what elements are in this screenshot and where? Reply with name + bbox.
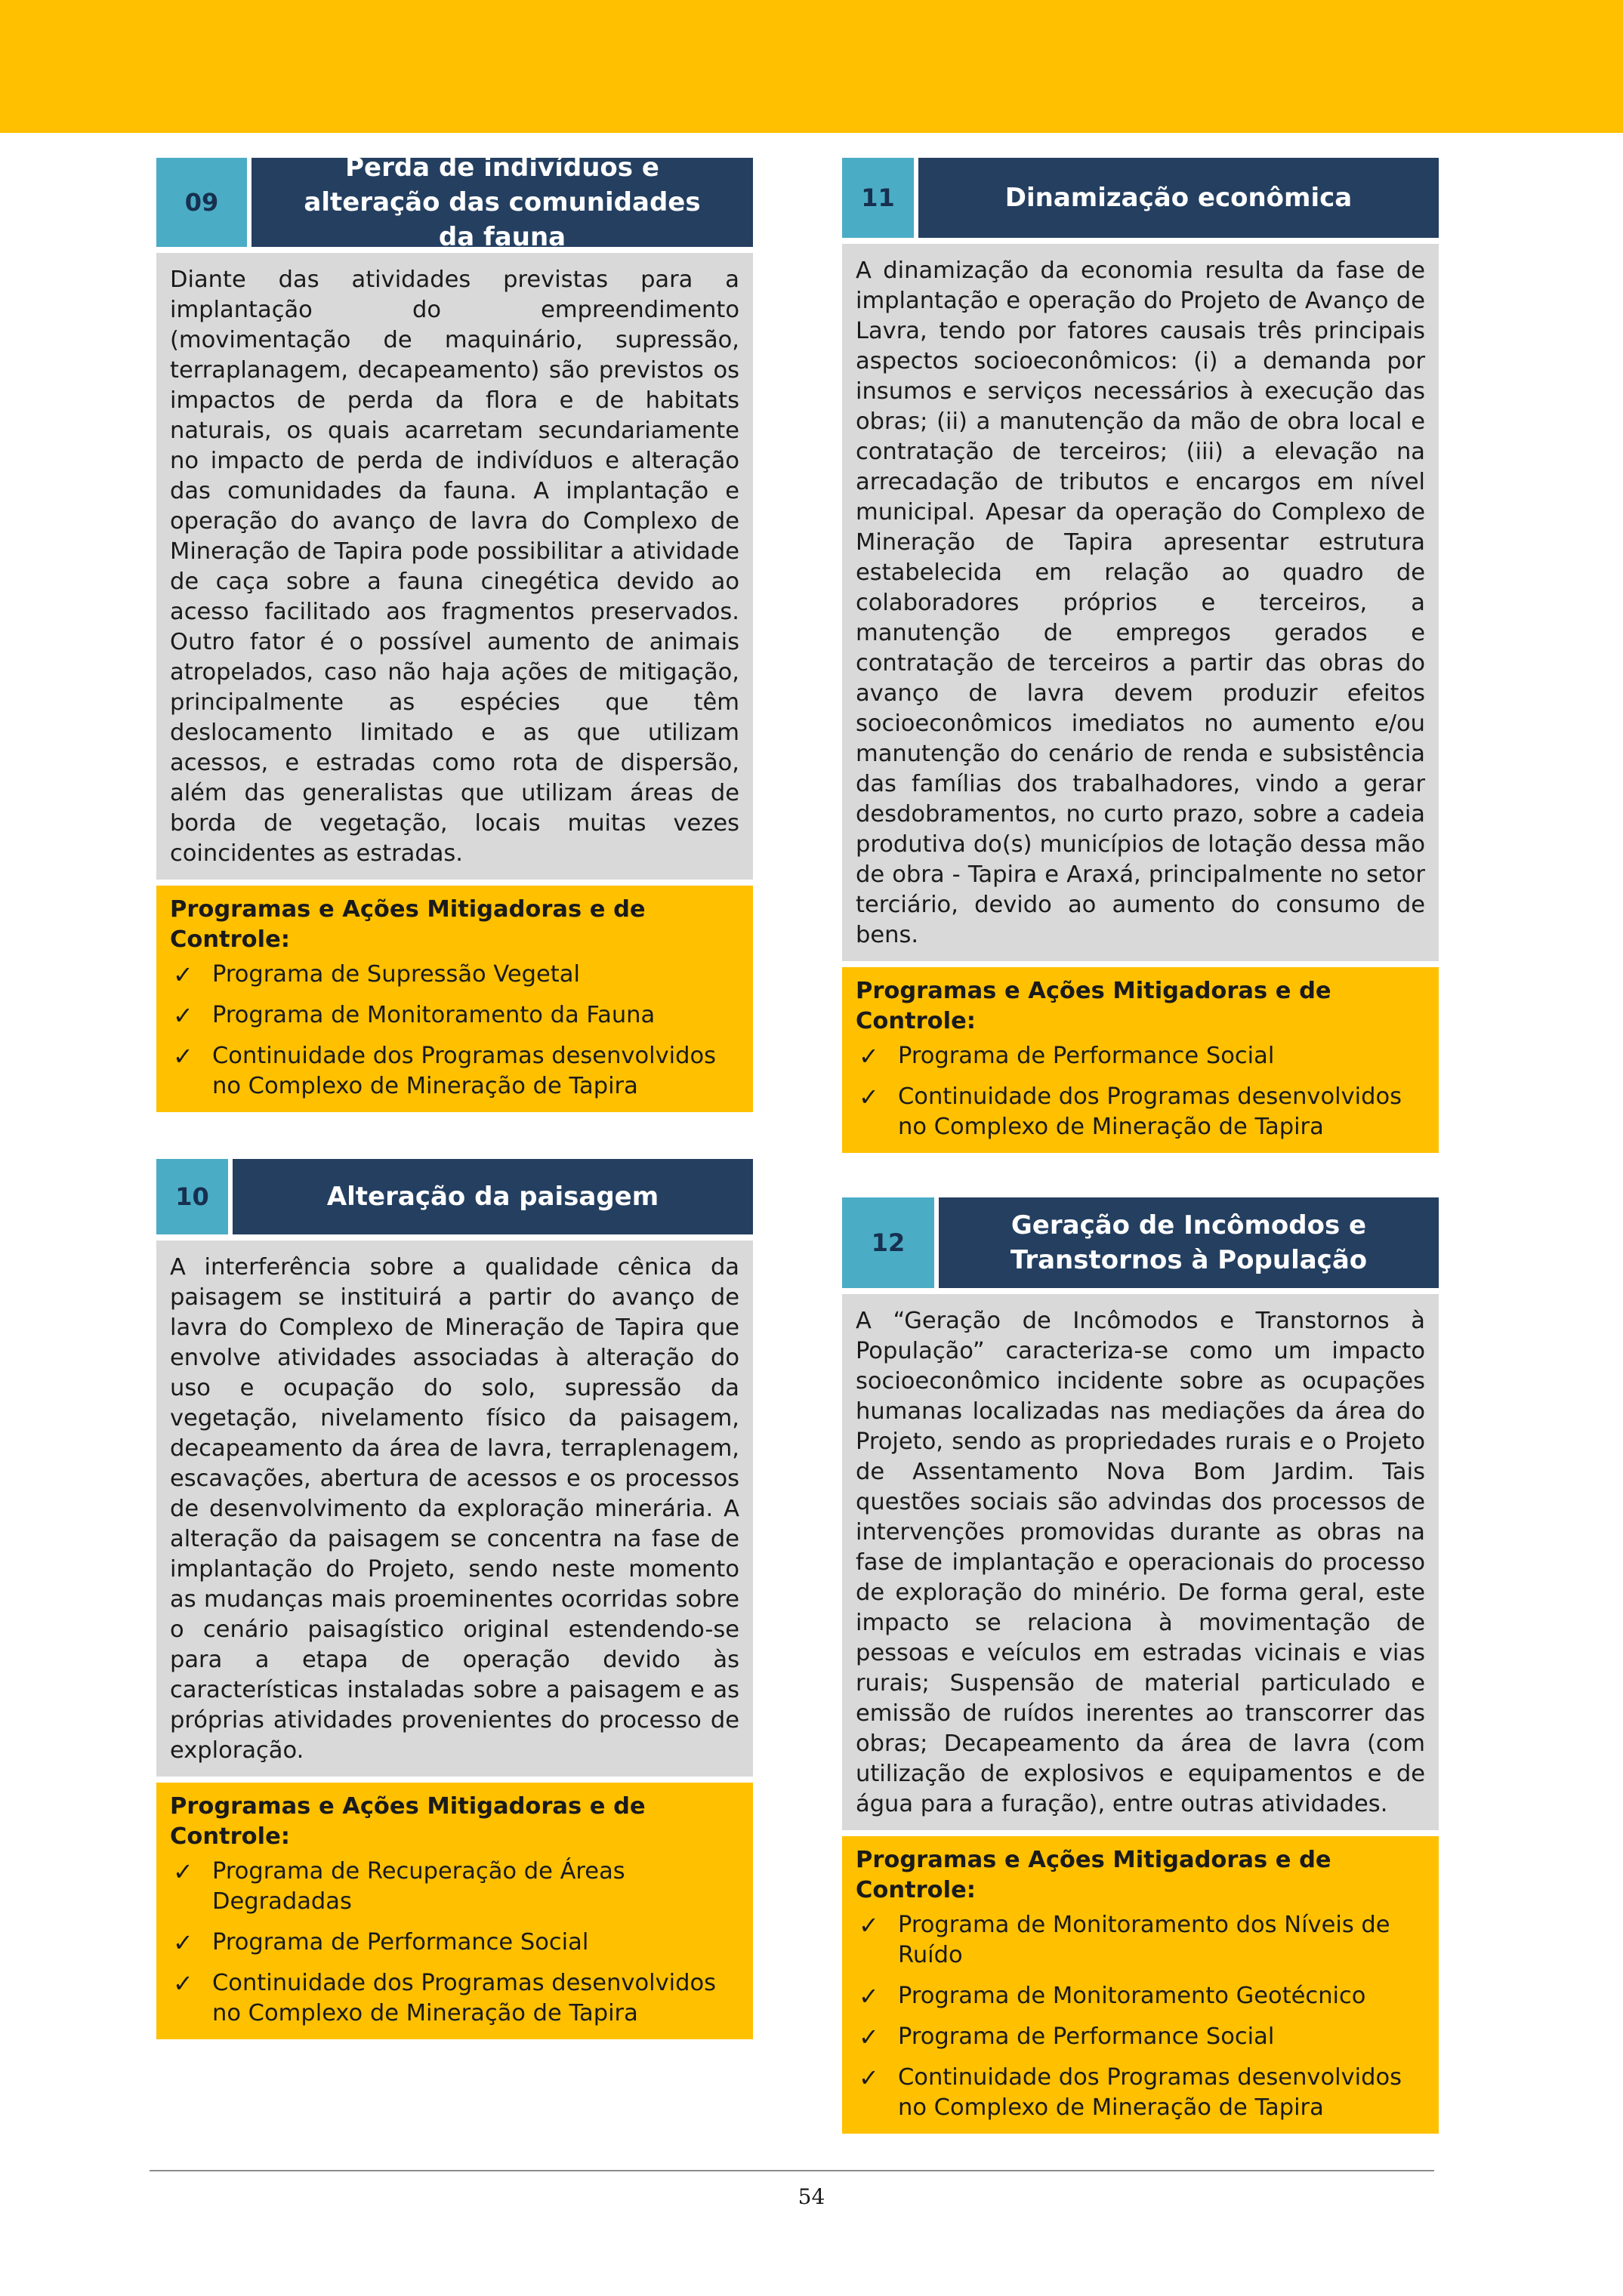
list-item: ✓ Programa de Performance Social (859, 1042, 1275, 1071)
list-item: ✓ Continuidade dos Programas desenvolvidos no Complexo de Mineração de Tapira (859, 2063, 1402, 2121)
impact-number: 12 (842, 1197, 934, 1288)
list-item: ✓ Programa de Performance Social (173, 1928, 589, 1957)
programs-list (170, 960, 739, 1102)
check-icon: ✓ (859, 1083, 879, 1111)
programs-box (842, 967, 1439, 1153)
programs-heading: Programas e Ações Mitigadoras e de Controle: (856, 978, 1331, 1034)
check-icon: ✓ (173, 960, 193, 989)
list-item: ✓ Programa de Monitoramento Geotécnico (859, 1982, 1366, 2011)
impact-card-10 (156, 1159, 753, 2039)
check-icon: ✓ (859, 1042, 879, 1071)
programs-heading: Programas e Ações Mitigadoras e de Controle: (170, 896, 646, 953)
check-icon: ✓ (859, 1911, 879, 1940)
programs-box (156, 886, 753, 1112)
impact-number: 09 (156, 158, 247, 247)
check-icon: ✓ (859, 1982, 879, 2011)
programs-list (170, 1857, 739, 2029)
impact-card-12 (842, 1197, 1439, 2134)
footer-divider (150, 2170, 1434, 2171)
programs-list (856, 1910, 1425, 2123)
impact-title: Perda de indivíduos e alteração das comunidades da fauna (251, 158, 753, 247)
impact-description: A interferência sobre a qualidade cênica da paisagem se instituirá a partir do avanço de lavra do Complexo de Mineração de Tapira que envolve atividades associadas à alteração do uso e ocupação do solo, supressão da vegetação, nivelamento físico da paisagem, decapeamento da área de lavra, terraplenagem, escavações, abertura de acessos e os processos de desenvolvimento da exploração minerária. A alteração da paisagem se concentra na fase de implantação do Projeto, sendo neste momento as mudanças mais proeminentes ocorridas sobre o cenário paisagístico original estendendo-se para a etapa de operação devido às características instaladas sobre a paisagem e as próprias atividades provenientes do processo de exploração. (156, 1240, 753, 1777)
impact-card-11 (842, 158, 1439, 1153)
impact-card-09 (156, 153, 753, 1112)
programs-box (842, 1836, 1439, 2134)
check-icon: ✓ (173, 1928, 193, 1957)
list-item: ✓ Programa de Recuperação de Áreas Degradadas (173, 1857, 625, 1915)
card-header (842, 1197, 1439, 1288)
programs-box (156, 1783, 753, 2039)
programs-list (856, 1041, 1425, 1142)
card-header (156, 1159, 753, 1234)
list-item: ✓ Programa de Monitoramento da Fauna (173, 1001, 656, 1030)
header-band (0, 0, 1623, 133)
impact-number: 11 (842, 158, 914, 238)
programs-heading: Programas e Ações Mitigadoras e de Controle: (856, 1847, 1331, 1903)
list-item: ✓ Programa de Monitoramento dos Níveis de Ruído (859, 1911, 1390, 1968)
check-icon: ✓ (173, 1969, 193, 1998)
impact-number: 10 (156, 1159, 228, 1234)
impact-description: A “Geração de Incômodos e Transtornos à População” caracteriza-se como um impacto socioeconômico incidente sobre as ocupações humanas localizadas nas mediações da área do Projeto, sendo as propriedades rurais e o Projeto de Assentamento Nova Bom Jardim. Tais questões sociais são advindas dos processos de intervenções promovidas durante as obras na fase de implantação e operacionais do processo de exploração do minério. De forma geral, este impacto se relaciona à movimentação de pessoas e veículos em estradas vicinais e vias rurais; Suspensão de material particulado e emissão de ruídos inerentes ao transcorrer das obras; Decapeamento da área de lavra (com utilização de explosivos e equipamentos e de água para a furação), entre outras atividades. (842, 1294, 1439, 1830)
impact-title: Geração de Incômodos e Transtornos à População (939, 1197, 1439, 1288)
impact-title: Alteração da paisagem (233, 1159, 753, 1234)
list-item: ✓ Continuidade dos Programas desenvolvidos no Complexo de Mineração de Tapira (173, 1042, 717, 1099)
list-item: ✓ Continuidade dos Programas desenvolvidos no Complexo de Mineração de Tapira (173, 1969, 717, 2026)
card-header (842, 158, 1439, 238)
impact-title: Dinamização econômica (918, 158, 1439, 238)
list-item: ✓ Programa de Performance Social (859, 2023, 1275, 2051)
list-item: ✓ Programa de Supressão Vegetal (173, 960, 580, 989)
check-icon: ✓ (173, 1042, 193, 1071)
check-icon: ✓ (859, 2063, 879, 2092)
check-icon: ✓ (173, 1857, 193, 1886)
list-item: ✓ Continuidade dos Programas desenvolvidos no Complexo de Mineração de Tapira (859, 1083, 1402, 1140)
check-icon: ✓ (173, 1001, 193, 1030)
programs-heading: Programas e Ações Mitigadoras e de Controle: (170, 1793, 646, 1850)
card-header (156, 153, 753, 252)
check-icon: ✓ (859, 2023, 879, 2051)
page-number: 54 (798, 2184, 825, 2209)
impact-description: Diante das atividades previstas para a implantação do empreendimento (movimentação de maquinário, supressão, terraplanagem, decapeamento) são previstos os impactos de perda da flora e de habitats naturais, os quais acarretam secundariamente no impacto de perda de indivíduos e alteração das comunidades da fauna. A implantação e operação do avanço de lavra do Complexo de Mineração de Tapira pode possibilitar a atividade de caça sobre a fauna cinegética devido ao acesso facilitado aos fragmentos preservados. Outro fator é o possível aumento de animais atropelados, caso não haja ações de mitigação, principalmente as espécies que têm deslocamento limitado e as que utilizam acessos, e estradas como rota de dispersão, além das generalistas que utilizam áreas de borda de vegetação, locais muitas vezes coincidentes as estradas. (156, 253, 753, 880)
impact-description: A dinamização da economia resulta da fase de implantação e operação do Projeto de Avanço de Lavra, tendo por fatores causais três principais aspectos socioeconômicos: (i) a demanda por insumos e serviços necessários à execução das obras; (ii) a manutenção da mão de obra local e contratação de terceiros; (iii) a elevação na arrecadação de tributos e encargos em nível municipal. Apesar da operação do Complexo de Mineração de Tapira apresentar estrutura estabelecida em relação ao quadro de colaboradores próprios e terceiros, a manutenção de empregos gerados e contratação de terceiros a partir das obras do avanço de lavra devem produzir efeitos socioeconômicos imediatos no aumento e/ou manutenção do cenário de renda e subsistência das famílias dos trabalhadores, vindo a gerar desdobramentos, no curto prazo, sobre a cadeia produtiva do(s) municípios de lotação dessa mão de obra - Tapira e Araxá, principalmente no setor terciário, devido ao aumento do consumo de bens. (842, 244, 1439, 961)
